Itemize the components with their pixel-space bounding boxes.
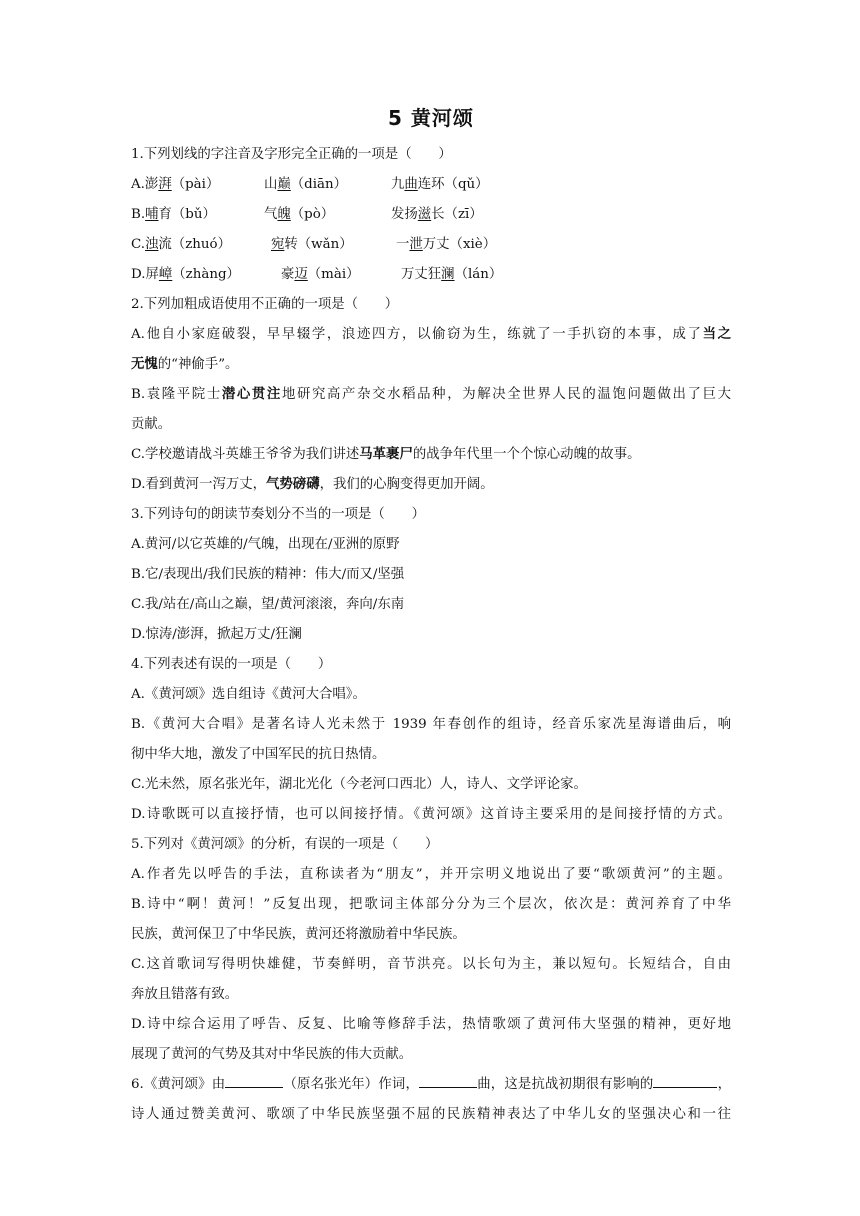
- question-2-option-c: C.学校邀请战斗英雄王爷爷为我们讲述马革裹尸的战争年代里一个个惊心动魄的故事。: [131, 447, 641, 462]
- question-4-stem: 4.下列表述有误的一项是（ ）: [131, 657, 332, 672]
- answer-blank-3[interactable]: [653, 1071, 717, 1088]
- question-5-option-c-line-1: C.这首歌词写得明快雄健，节奏鲜明，音节洪亮。以长句为主，兼以短句。长短结合，自由: [131, 957, 731, 972]
- question-2-option-a-line-2: 无愧的“神偷手”。: [131, 357, 239, 372]
- question-2-option-b-line-2: 贡献。: [131, 417, 172, 432]
- question-4-option-a: A.《黄河颂》选自组诗《黄河大合唱》。: [131, 687, 366, 702]
- question-6-line-2: 诗人通过赞美黄河、歌颂了中华民族坚强不屈的民族精神表达了中华儿女的坚强决心和一往: [131, 1107, 731, 1122]
- question-2-option-d: D.看到黄河一泻万丈，气势磅礴，我们的心胸变得更加开阔。: [131, 477, 494, 492]
- question-6-line-1: 6.《黄河颂》由 （原名张光年）作词， 曲，这是抗战初期很有影响的 ，: [131, 1070, 731, 1100]
- option-c-item-3: 一泄万丈（xiè）: [396, 237, 497, 252]
- question-1-option-b: [131, 200, 731, 230]
- question-5-option-d-line-1: D.诗中综合运用了呼告、反复、比喻等修辞手法，热情歌颂了黄河伟大坚强的精神，更好地: [131, 1017, 731, 1032]
- question-2-stem: 2.下列加粗成语使用不正确的一项是（ ）: [131, 297, 399, 312]
- document-title: 5 黄河颂: [388, 106, 474, 130]
- question-1-option-c: [131, 230, 731, 260]
- option-b-item-3: 发扬滋长（zī）: [391, 207, 483, 222]
- option-b-item-2: 气魄（pò）: [264, 207, 335, 222]
- option-c-item-2: 宛转（wǎn）: [271, 237, 353, 252]
- question-5-stem: 5.下列对《黄河颂》的分析，有误的一项是（ ）: [131, 837, 439, 852]
- question-1-stem: 1.下列划线的字注音及字形完全正确的一项是（ ）: [131, 147, 452, 162]
- question-3-option-b: B.它/表现出/我们民族的精神：伟大/而又/坚强: [131, 567, 405, 582]
- question-4-option-b-line-2: 彻中华大地，激发了中国军民的抗日热情。: [131, 747, 386, 762]
- question-5-option-b-line-2: 民族，黄河保卫了中华民族，黄河还将激励着中华民族。: [131, 927, 466, 942]
- question-3-option-a: A.黄河/以它英雄的/气魄，出现在/亚洲的原野: [131, 537, 400, 552]
- option-c-item-1: C.浊流（zhuó）: [131, 237, 231, 252]
- question-3-option-d: D.惊涛/澎湃，掀起万丈/狂澜: [131, 627, 302, 642]
- question-1-option-a: [131, 170, 731, 200]
- option-a-item-1: A.澎湃（pài）: [131, 177, 220, 192]
- question-5-option-a: A.作者先以呼告的手法，直称读者为“朋友”，并开宗明义地说出了要“歌颂黄河”的主题。: [131, 867, 731, 882]
- question-3-option-c: C.我/站在/高山之巅，望/黄河滚滚，奔向/东南: [131, 597, 405, 612]
- option-a-item-3: 九曲连环（qǔ）: [391, 177, 489, 192]
- question-5-option-d-line-2: 展现了黄河的气势及其对中华民族的伟大贡献。: [131, 1047, 413, 1062]
- document-page: [131, 100, 731, 1130]
- question-5-option-b-line-1: B.诗中“啊！黄河！”反复出现，把歌词主体部分分为三个层次，依次是：黄河养育了中华: [131, 897, 731, 912]
- option-b-item-1: B.哺育（bǔ）: [131, 207, 216, 222]
- question-2-option-b-line-1: B.袁隆平院士潜心贯注地研究高产杂交水稻品种，为解决全世界人民的温饱问题做出了巨大: [131, 387, 731, 402]
- question-1-option-d: [131, 260, 731, 290]
- option-d-item-1: D.屏嶂（zhàng）: [131, 267, 240, 282]
- question-4-option-c: C.光未然，原名张光年，湖北光化（今老河口西北）人，诗人、文学评论家。: [131, 777, 587, 792]
- option-d-item-3: 万丈狂澜（lán）: [401, 267, 503, 282]
- answer-blank-2[interactable]: [419, 1071, 477, 1088]
- question-5-option-c-line-2: 奔放且错落有致。: [131, 987, 239, 1002]
- option-a-item-2: 山巅（diān）: [264, 177, 348, 192]
- question-4-option-b-line-1: B.《黄河大合唱》是著名诗人光未然于 1939 年春创作的组诗，经音乐家冼星海谱曲后，响: [131, 717, 731, 732]
- option-d-item-2: 豪迈（mài）: [281, 267, 360, 282]
- question-3-stem: 3.下列诗句的朗读节奏划分不当的一项是（ ）: [131, 507, 425, 522]
- question-4-option-d: D.诗歌既可以直接抒情，也可以间接抒情。《黄河颂》这首诗主要采用的是间接抒情的方式。: [131, 807, 731, 822]
- answer-blank-1[interactable]: [225, 1071, 283, 1088]
- question-2-option-a-line-1: A.他自小家庭破裂，早早辍学，浪迹四方，以偷窃为生，练就了一手扒窃的本事，成了当之: [131, 327, 731, 342]
